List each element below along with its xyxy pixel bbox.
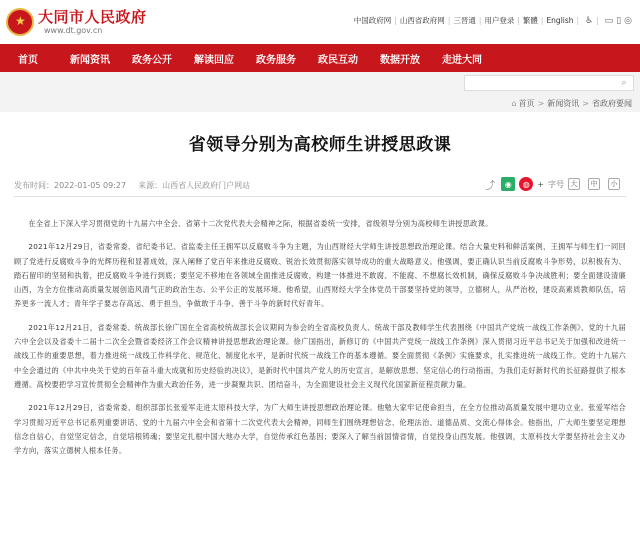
article-paragraph: 在全省上下深入学习贯彻党的十九届六中全会、省第十二次党代表大会精神之际，根据省委统一安排，省级领导分别为高校师生讲授思政课。 [28,219,493,228]
link-login[interactable]: 用户登录 [484,16,515,25]
search-box [464,75,634,91]
publish-time: 发布时间：2022-01-05 09:27 [14,181,127,190]
nav-home[interactable]: 首页 [18,54,38,66]
font-large-button[interactable]: 大 [568,178,580,190]
article-source: 来源：山西省人民政府门户网站 [138,181,251,190]
breadcrumb-province-news[interactable]: 省政府要闻 [592,99,632,108]
article-body [0,217,640,458]
nav-gov-service[interactable]: 政务服务 [256,54,296,66]
article-paragraph: 2021年12月29日，省委常委、组织部部长张爱军走进太原科技大学，为广大师生讲授思想政治理论课。他勉大家牢记使命担当，在全方位推动高质量发展中建功立业。张爱军结合学习贯彻习近平总书记系列重要讲话、党的十九届六中全会和省第十二次党代表大会精神，同师生们围绕理想信念、伦理法治、道德品质、交流心得体会。他指出，广大师生要坚定理想信念自信心，自觉坚定信念，自觉培根铸魂；要坚定扎根中国大地办大学，自觉传承红色基因；要深入了解当前国情省情，自觉投身山西发展。他强调，太原科技大学要坚持社会主义办学方向，落实立德树人根本任务。 [14,403,626,456]
share-icon[interactable]: ⤴ [485,180,496,192]
site-name: 大同市人民政府 [38,7,147,26]
search-icon[interactable]: ⌕ [621,78,627,88]
article-paragraph: 2021年12月29日，省委常委、省纪委书记、省监委主任王拥军以反腐败斗争为主题，为山西财经大学师生讲授思想政治理论课。结合大量史料和鲜活案例，王拥军与师生们一同回顾了党进行反腐败斗争的光辉历程和显著成效，深入阐释了党百年来推进反腐败、锐治长效贯彻落实领导成功的重大战略意义。他强调，要正确认识当前反腐败斗争形势，以积极有为、踏石留印的坚韧和执着，把反腐败斗争进行到底；要坚定不移地在各领域全面推进反腐败，构建一体推进不敢腐、不能腐、不想腐长效机制，确保反腐败斗争决战胜利；要全面建设清廉山西，为全方位推动高质量发展创造风清气正的政治生态、公平公正的发展环境。他希望，山西财经大学全体党员干部要坚持党的领导，立德树人，从严治校，建设高素质教师队伍，培养更多一流人才；青年学子要志存高远、勇于担当，争做敢于斗争、善于斗争的新时代好青年。 [14,242,626,309]
article-meta [14,175,626,197]
site-header [0,0,640,44]
site-url: www.dt.gov.cn [44,25,103,35]
wechat-share-icon[interactable]: ◉ [501,177,515,191]
nav-news[interactable]: 新闻资讯 [70,54,110,66]
article-container [0,112,640,560]
link-china-gov[interactable]: 中国政府网 [353,16,392,25]
font-small-button[interactable]: 小 [608,178,620,190]
nav-about-datong[interactable]: 走进大同 [442,54,482,66]
breadcrumb: ⌂ 首页 > 新闻资讯 > 省政府要闻 [511,99,632,108]
nav-interaction[interactable]: 政民互动 [318,54,358,66]
mobile-icon[interactable]: ▯ [616,15,622,26]
nav-open-data[interactable]: 数据开放 [380,54,420,66]
article-paragraph: 2021年12月21日，省委常委、统战部长徐广国在全省高校统战部长会议期间为参会的全省高校负责人、统战干部及教师学生代表围绕《中国共产党统一战线工作条例》、党的十九届六中全会以及省委十二届十二次全会暨省委经济工作会议精神讲授思想政治理论课。徐广国指出，新修订的《中国共产党统一战线工作条例》深入贯彻习近平总书记关于加强和改进统一战线工作的重要思想，着力推进统一战线工作科学化、规范化、制度化水平，是新时代统一战线工作的基本遵循。要全面贯彻《条例》实施要求，扎实推进统一战线工作。党的十九届六中全会通过的《中共中央关于党的百年奋斗重大成就和历史经验的决议》，是新时代中国共产党人的历史宣言，是解放思想、坚定信心的行动指南，为我们走好新时代的长征路提供了根本遵循。高校要把学习宣传贯彻全会精神作为重大政治任务，进一步凝聚共识、团结奋斗，为全面建设社会主义现代化国家新征程贡献力量。 [14,322,626,389]
monitor-icon[interactable]: ▭ [604,15,614,26]
site-logo[interactable] [6,5,147,39]
link-english[interactable]: English [546,16,574,25]
nav-gov-open[interactable]: 政务公开 [132,54,172,66]
search-input[interactable] [465,77,615,89]
wheelchair-icon[interactable]: ♿ [585,15,594,26]
breadcrumb-home[interactable]: 首页 [518,99,535,108]
nav-interpretation[interactable]: 解读回应 [194,54,234,66]
home-icon: ⌂ [511,99,517,108]
link-traditional[interactable]: 繁體 [522,16,538,25]
font-size-label: 字号 [548,179,564,189]
main-nav [0,44,640,72]
link-shanxi-gov[interactable]: 山西省政府网 [399,16,445,25]
breadcrumb-news[interactable]: 新闻资讯 [547,99,580,108]
weibo-share-icon[interactable]: ◍ [519,177,533,191]
wechat-icon[interactable]: ◎ [624,15,632,26]
search-row [0,72,640,94]
national-emblem-icon [6,8,34,36]
article-title: 省领导分别为高校师生讲授思政课 [188,135,452,155]
top-links: 中国政府网 | 山西省政府网 | 三晋通 | 用户登录 | 繁體 | English | ♿ | ▭ ▯ ◎ [353,15,632,26]
share-more-button[interactable]: + [537,179,544,189]
font-medium-button[interactable]: 中 [588,178,600,190]
share-bar [483,177,624,191]
link-sanjintong[interactable]: 三晋通 [453,16,476,25]
